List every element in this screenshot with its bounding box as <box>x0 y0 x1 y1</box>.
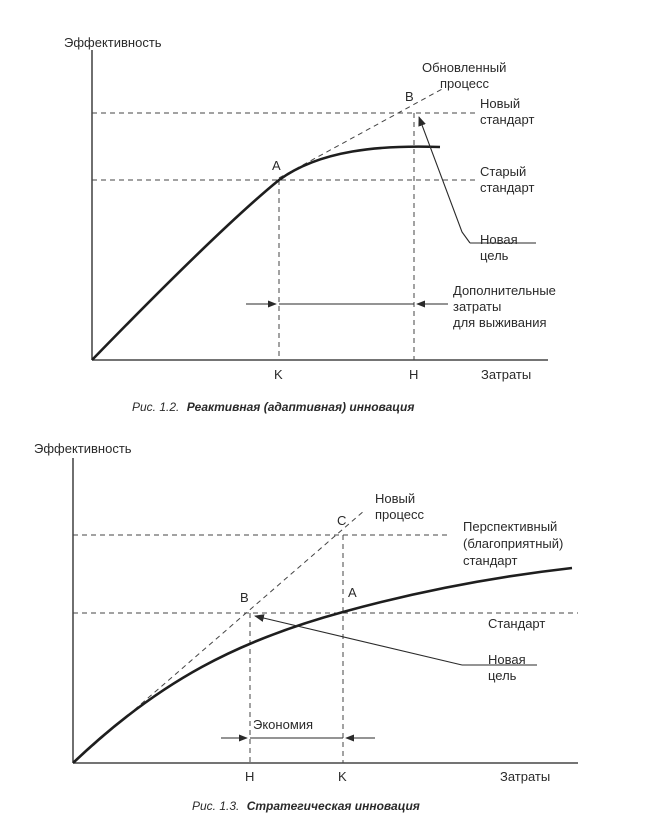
effectiveness-curve <box>92 147 440 360</box>
figure-caption: Рис. 1.2. Реактивная (адаптивная) инновация <box>132 400 415 414</box>
new-goal-label: Новая цель <box>480 232 518 263</box>
new-goal-pointer <box>255 616 462 665</box>
new-process-label: Новый процесс <box>375 491 425 522</box>
tick-h-label: H <box>245 769 255 784</box>
tick-k-label: K <box>338 769 347 784</box>
perspective-standard-label: Перспективный (благоприятный) стандарт <box>463 519 564 568</box>
point-a-label: A <box>348 585 357 600</box>
standard-label: Стандарт <box>488 616 546 631</box>
point-c-label: C <box>337 513 347 528</box>
extra-costs-label: Дополнительные затраты для выживания <box>453 283 556 330</box>
tick-h-label: H <box>409 367 419 382</box>
y-axis-label: Эффективность <box>64 35 162 50</box>
figure-caption: Рис. 1.3. Стратегическая инновация <box>192 799 420 813</box>
updated-process-label: Обновленный процесс <box>422 60 507 91</box>
y-axis-label: Эффективность <box>34 441 132 456</box>
x-axis-label: Затраты <box>481 367 532 382</box>
figure-strategic-innovation <box>34 441 578 813</box>
point-b-label: B <box>405 89 414 104</box>
x-axis-label: Затраты <box>500 769 551 784</box>
tick-k-label: K <box>274 367 283 382</box>
figure-reactive-innovation <box>64 35 560 414</box>
point-a-label: A <box>272 158 281 173</box>
point-b-label: B <box>240 590 249 605</box>
old-standard-label: Старый стандарт <box>480 164 535 195</box>
new-standard-label: Новый стандарт <box>480 96 535 127</box>
new-goal-label: Новая цель <box>488 652 526 683</box>
economy-label: Экономия <box>253 717 314 732</box>
